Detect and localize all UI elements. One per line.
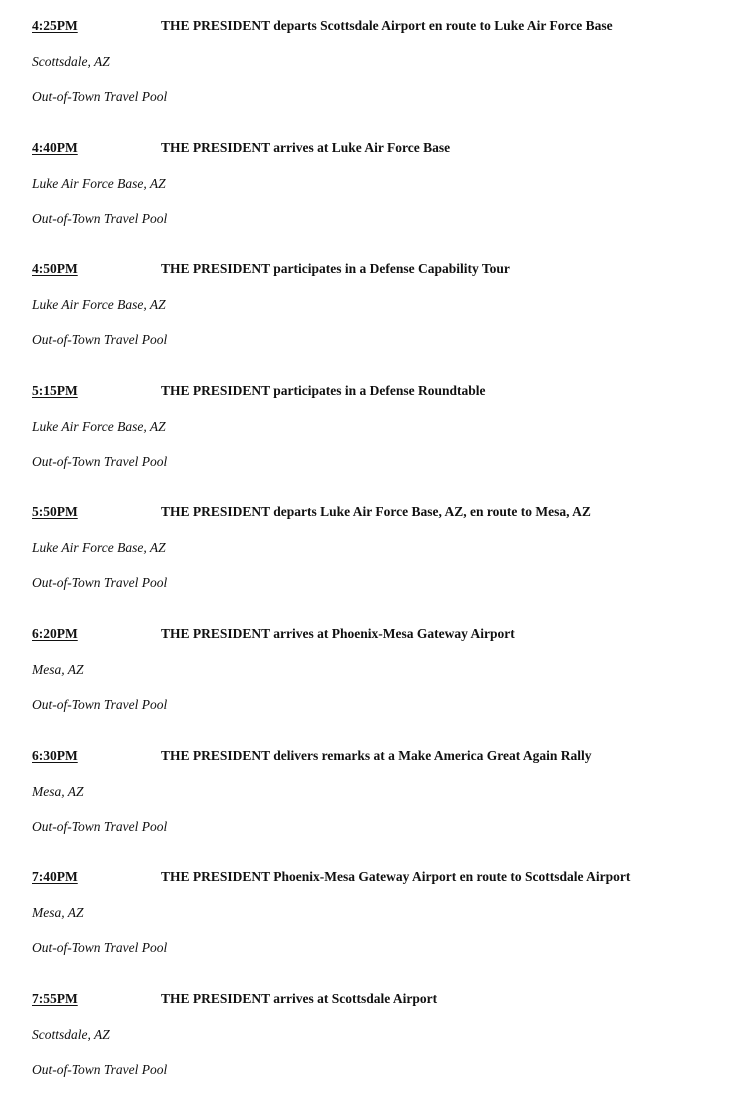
entry-coverage: Out-of-Town Travel Pool xyxy=(32,453,168,469)
entry-event: THE PRESIDENT arrives at Phoenix-Mesa Gateway Airport xyxy=(161,625,515,641)
entry-location: Luke Air Force Base, AZ xyxy=(32,418,166,434)
schedule-entry xyxy=(32,261,732,383)
schedule-entry xyxy=(32,383,732,505)
entry-time: 4:25PM xyxy=(32,18,78,33)
entry-location: Scottsdale, AZ xyxy=(32,54,110,69)
entry-event: THE PRESIDENT departs Scottsdale Airport en route to Luke Air Force Base xyxy=(161,18,613,33)
entry-time: 5:15PM xyxy=(32,382,78,398)
entry-header xyxy=(32,140,732,158)
entry-event: THE PRESIDENT participates in a Defense Roundtable xyxy=(161,382,486,398)
entry-event: THE PRESIDENT arrives at Luke Air Force Base xyxy=(161,139,451,155)
entry-time: 6:20PM xyxy=(32,625,78,641)
schedule-entry xyxy=(32,991,732,1112)
entry-event: THE PRESIDENT participates in a Defense Capability Tour xyxy=(161,261,510,277)
entry-event: THE PRESIDENT arrives at Scottsdale Airport xyxy=(161,990,438,1006)
schedule-entry xyxy=(32,504,732,626)
schedule-entry xyxy=(32,869,732,991)
entry-time: 6:30PM xyxy=(32,747,78,763)
entry-coverage: Out-of-Town Travel Pool xyxy=(32,575,168,591)
entry-event: THE PRESIDENT departs Luke Air Force Base, AZ, en route to Mesa, AZ xyxy=(161,504,591,520)
entry-header xyxy=(32,991,732,1009)
entry-location: Mesa, AZ xyxy=(32,905,84,921)
entry-location: Scottsdale, AZ xyxy=(32,1026,110,1042)
entry-event: THE PRESIDENT Phoenix-Mesa Gateway Airport en route to Scottsdale Airport xyxy=(161,869,631,885)
entry-header xyxy=(32,748,732,766)
schedule-entry xyxy=(32,748,732,870)
entry-location: Luke Air Force Base, AZ xyxy=(32,175,166,191)
entry-header xyxy=(32,869,732,887)
entry-header xyxy=(32,18,732,36)
entry-header xyxy=(32,504,732,522)
entry-header xyxy=(32,626,732,644)
entry-time: 4:40PM xyxy=(32,139,78,155)
schedule-entry xyxy=(32,626,732,748)
schedule xyxy=(32,18,732,1112)
entry-location: Luke Air Force Base, AZ xyxy=(32,297,166,313)
entry-coverage: Out-of-Town Travel Pool xyxy=(32,332,168,348)
schedule-entry xyxy=(32,140,732,262)
entry-location: Luke Air Force Base, AZ xyxy=(32,540,166,556)
entry-location: Mesa, AZ xyxy=(32,783,84,799)
entry-coverage: Out-of-Town Travel Pool xyxy=(32,210,168,226)
entry-coverage: Out-of-Town Travel Pool xyxy=(32,818,168,834)
schedule-entry xyxy=(32,18,732,140)
entry-header xyxy=(32,261,732,279)
entry-coverage: Out-of-Town Travel Pool xyxy=(32,1061,168,1077)
entry-time: 7:55PM xyxy=(32,990,78,1006)
entry-coverage: Out-of-Town Travel Pool xyxy=(32,940,168,956)
entry-coverage: Out-of-Town Travel Pool xyxy=(32,696,168,712)
entry-location: Mesa, AZ xyxy=(32,661,84,677)
entry-header xyxy=(32,383,732,401)
entry-coverage: Out-of-Town Travel Pool xyxy=(32,89,168,104)
entry-time: 5:50PM xyxy=(32,504,78,520)
entry-event: THE PRESIDENT delivers remarks at a Make America Great Again Rally xyxy=(161,747,592,763)
entry-time: 4:50PM xyxy=(32,261,78,277)
entry-time: 7:40PM xyxy=(32,869,78,885)
